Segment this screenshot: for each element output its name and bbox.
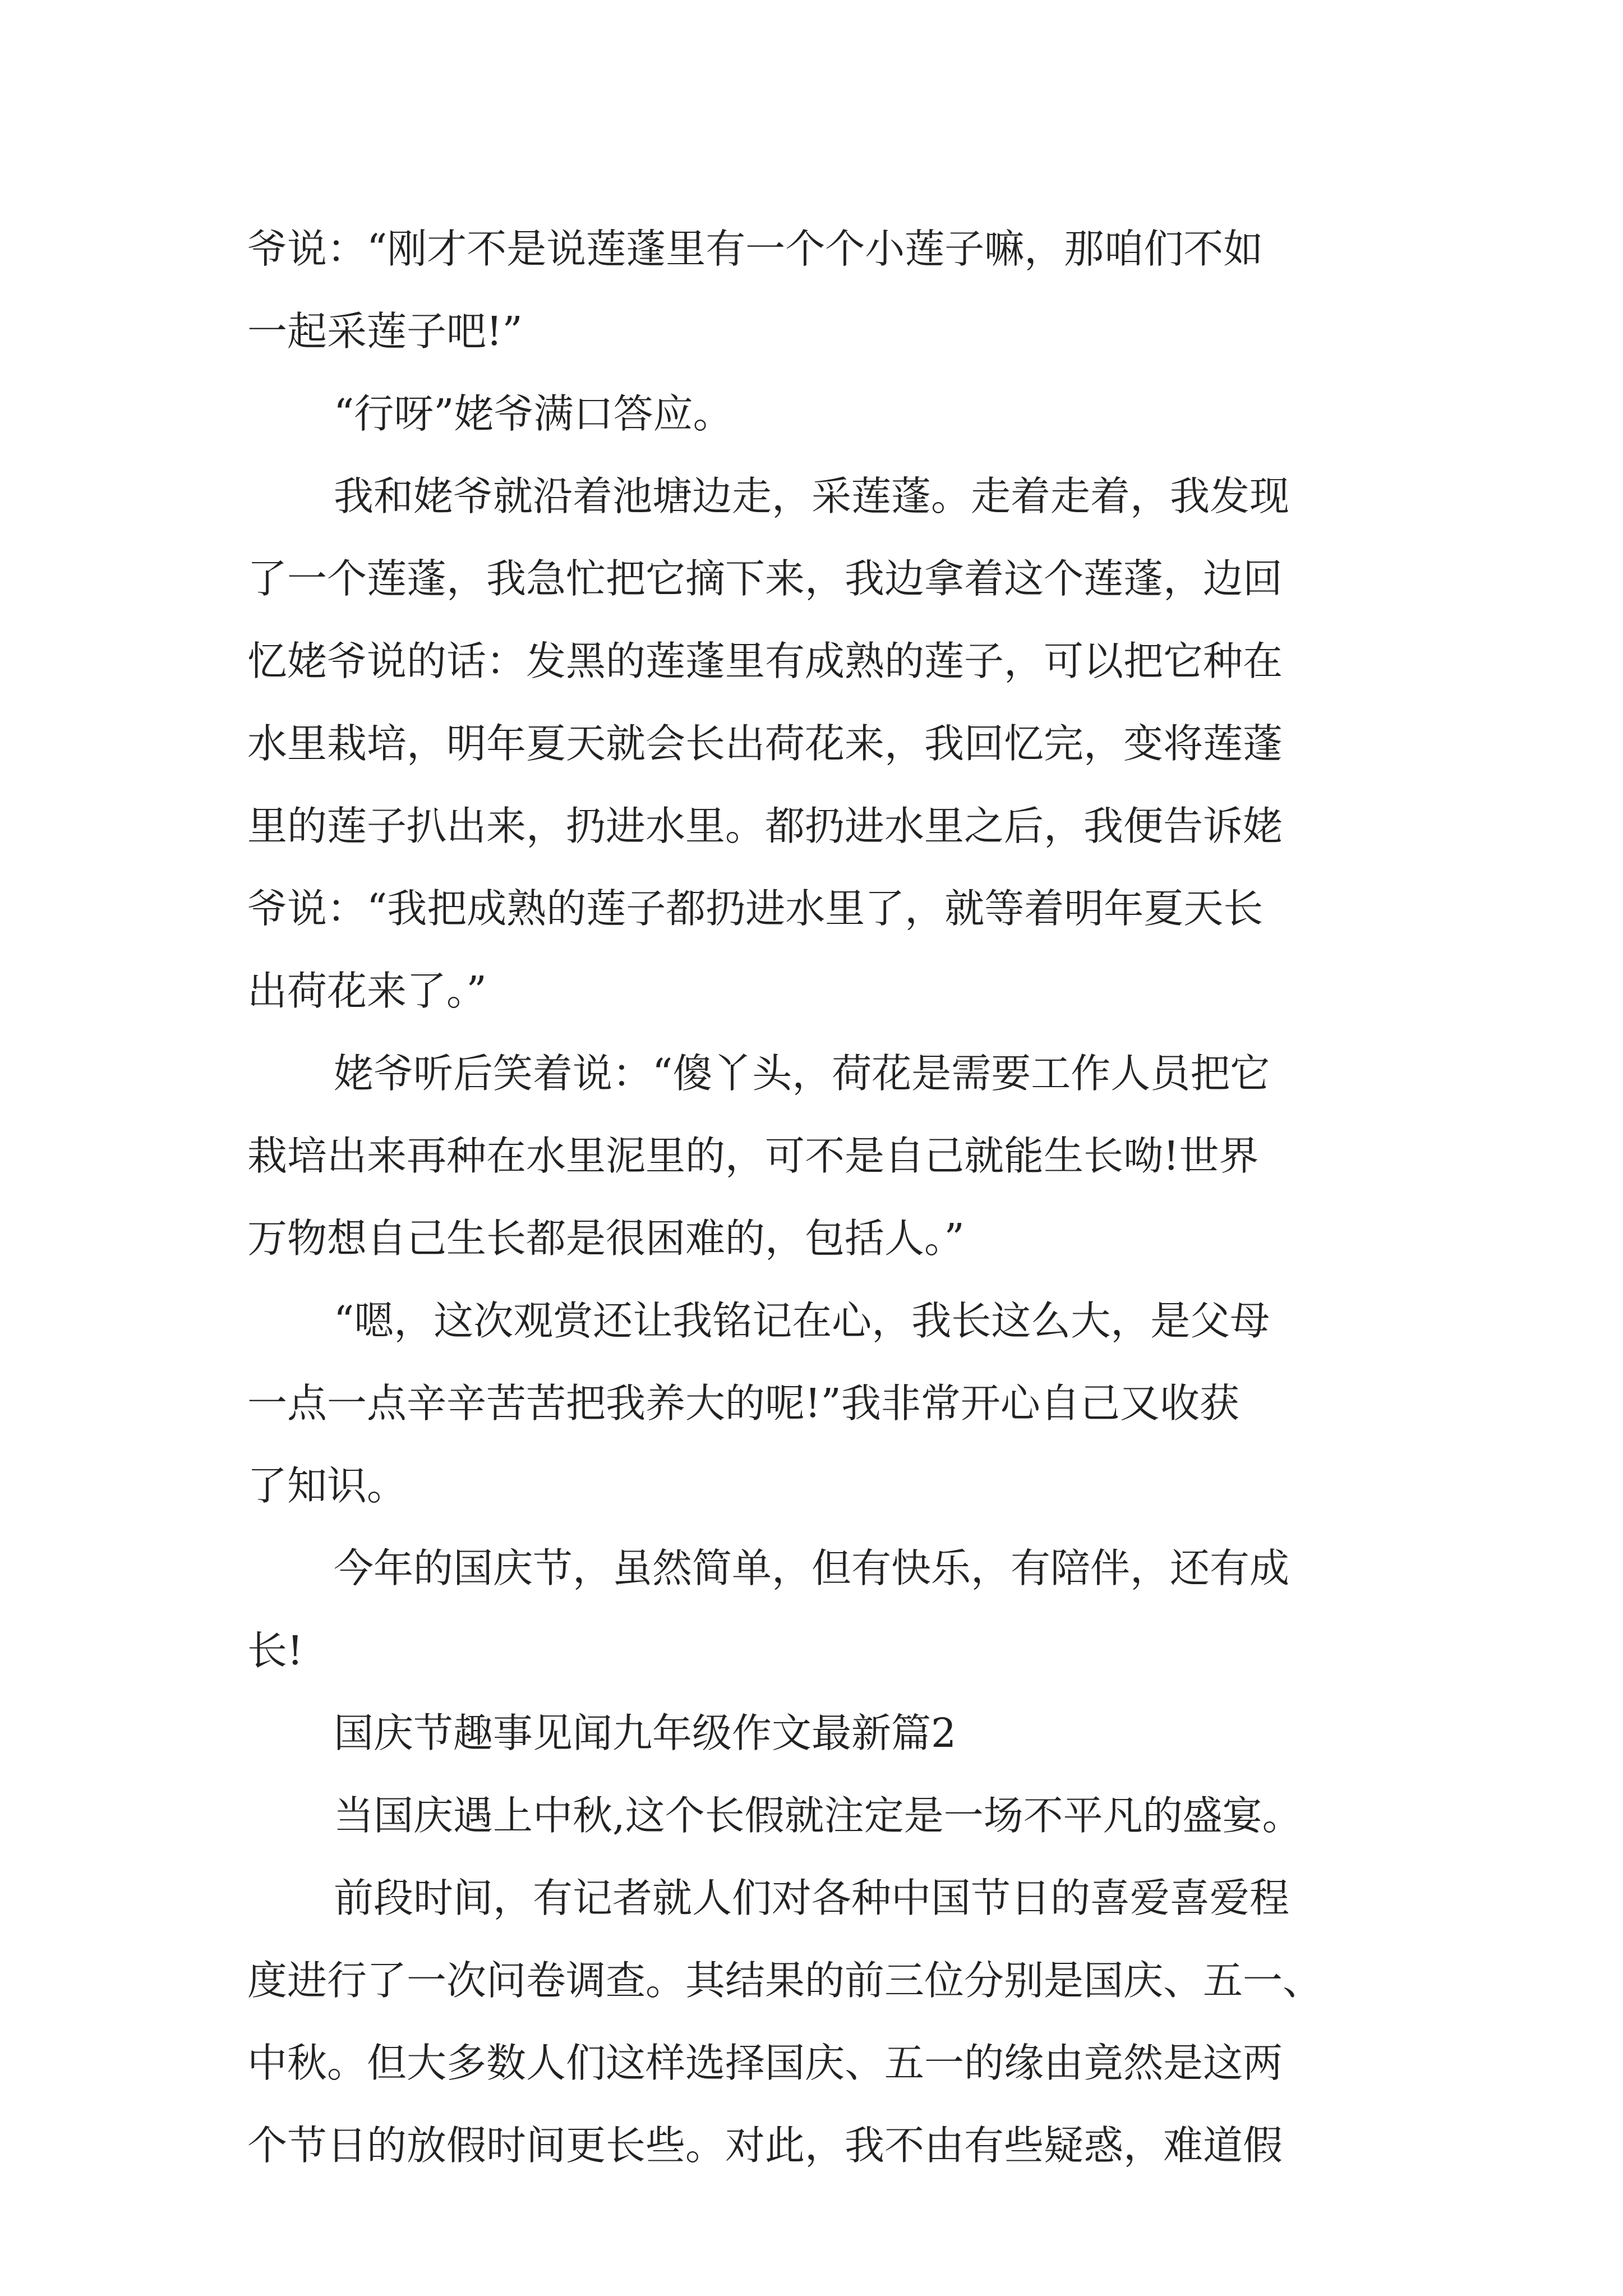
paragraph (247, 208, 1386, 372)
text-line: 了知识。 (247, 1462, 407, 1509)
text-line: 一点一点辛辛苦苦把我养大的呢!”我非常开心自己又收获 (247, 1380, 1239, 1427)
paragraph (247, 1280, 1386, 1527)
text-line: 度进行了一次问卷调查。其结果的前三位分别是国庆、五一、 (247, 1957, 1323, 2004)
paragraph (247, 1857, 1386, 2187)
text-line: 了一个莲蓬，我急忙把它摘下来，我边拿着这个莲蓬，边回 (247, 555, 1283, 602)
text-line: 个节日的放假时间更长些。对此，我不由有些疑惑，难道假 (247, 2122, 1283, 2169)
paragraph (247, 1774, 1386, 1857)
text-line: 爷说：“刚才不是说莲蓬里有一个个小莲子嘛，那咱们不如 (247, 226, 1264, 272)
paragraph (247, 372, 1386, 455)
text-line: 一起采莲子吧!” (247, 308, 523, 355)
paragraph (247, 1527, 1386, 1692)
text-line: 爷说：“我把成熟的莲子都扔进水里了，就等着明年夏天长 (247, 885, 1264, 932)
text-line: 姥爷听后笑着说：“傻丫头，荷花是需要工作人员把它 (334, 1050, 1270, 1097)
text-line: 当国庆遇上中秋,这个长假就注定是一场不平凡的盛宴。 (334, 1792, 1302, 1839)
text-line: “嗯，这次观赏还让我铭记在心，我长这么大，是父母 (334, 1297, 1270, 1344)
text-line: 今年的国庆节，虽然简单，但有快乐，有陪伴，还有成 (334, 1545, 1290, 1591)
paragraph (247, 1032, 1386, 1280)
text-line: 中秋。但大多数人们这样选择国庆、五一的缘由竟然是这两 (247, 2040, 1283, 2086)
text-line: 栽培出来再种在水里泥里的，可不是自己就能生长呦!世界 (247, 1133, 1259, 1179)
text-line: 忆姥爷说的话：发黑的莲蓬里有成熟的莲子，可以把它种在 (247, 638, 1283, 684)
document-body (247, 208, 1386, 2187)
paragraph (247, 1692, 1386, 1774)
text-line: 长! (247, 1627, 303, 1674)
paragraph (247, 455, 1386, 1032)
text-line: 国庆节趣事见闻九年级作文最新篇2 (334, 1710, 957, 1756)
text-line: 万物想自己生长都是很困难的，包括人。” (247, 1215, 965, 1262)
text-line: 出荷花来了。” (247, 968, 487, 1014)
text-line: “行呀”姥爷满口答应。 (334, 390, 733, 437)
text-line: 里的莲子扒出来，扔进水里。都扔进水里之后，我便告诉姥 (247, 803, 1283, 849)
text-line: 我和姥爷就沿着池塘边走，采莲蓬。走着走着，我发现 (334, 473, 1290, 519)
text-line: 前段时间，有记者就人们对各种中国节日的喜爱喜爱程 (334, 1875, 1290, 1921)
text-line: 水里栽培，明年夏天就会长出荷花来，我回忆完，变将莲蓬 (247, 720, 1283, 767)
